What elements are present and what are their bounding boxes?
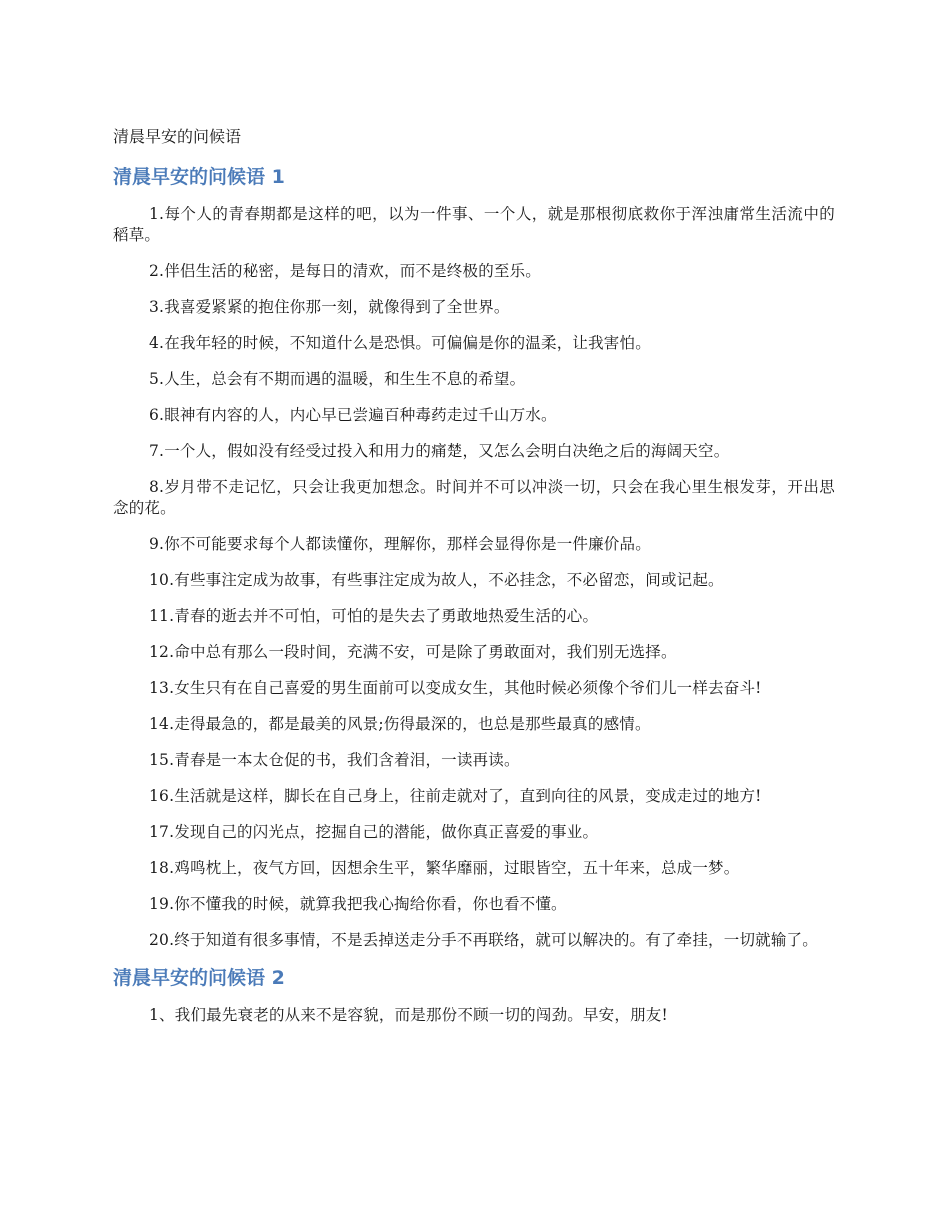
section-1 xyxy=(113,164,835,951)
paragraph: 17.发现自己的闪光点，挖掘自己的潜能，做你真正喜爱的事业。 xyxy=(149,823,599,841)
paragraph: 6.眼神有内容的人，内心早已尝遍百种毒药走过千山万水。 xyxy=(149,406,557,424)
paragraph: 1、我们最先衰老的从来不是容貌，而是那份不顾一切的闯劲。早安，朋友! xyxy=(149,1006,668,1024)
section-heading: 清晨早安的问候语 1 xyxy=(113,166,285,188)
paragraph: 2.伴侣生活的秘密，是每日的清欢，而不是终极的至乐。 xyxy=(149,262,541,280)
document-title: 清晨早安的问候语 xyxy=(113,127,242,146)
paragraph: 7.一个人，假如没有经受过投入和用力的痛楚，又怎么会明白决绝之后的海阔天空。 xyxy=(149,442,730,460)
document-page xyxy=(113,126,835,1026)
paragraph: 3.我喜爱紧紧的抱住你那一刻，就像得到了全世界。 xyxy=(149,298,510,316)
paragraph: 1.每个人的青春期都是这样的吧，以为一件事、一个人，就是那根彻底救你于浑浊庸常生活流中的稻草。 xyxy=(113,205,835,244)
paragraph: 11.青春的逝去并不可怕，可怕的是失去了勇敢地热爱生活的心。 xyxy=(149,607,599,625)
paragraph: 9.你不可能要求每个人都读懂你，理解你，那样会显得你是一件廉价品。 xyxy=(149,535,651,553)
paragraph: 4.在我年轻的时候，不知道什么是恐惧。可偏偏是你的温柔，让我害怕。 xyxy=(149,334,651,352)
paragraph: 15.青春是一本太仓促的书，我们含着泪，一读再读。 xyxy=(149,751,520,769)
paragraph: 8.岁月带不走记忆，只会让我更加想念。时间并不可以冲淡一切，只会在我心里生根发芽，开出思念的花。 xyxy=(113,478,835,517)
paragraph: 14.走得最急的，都是最美的风景;伤得最深的，也总是那些最真的感情。 xyxy=(149,715,651,733)
paragraph: 5.人生，总会有不期而遇的温暖，和生生不息的希望。 xyxy=(149,370,526,388)
section-heading: 清晨早安的问候语 2 xyxy=(113,967,285,989)
section-2 xyxy=(113,965,835,1026)
paragraph: 16.生活就是这样，脚长在自己身上，往前走就对了，直到向往的风景，变成走过的地方! xyxy=(149,787,762,805)
paragraph: 10.有些事注定成为故事，有些事注定成为故人，不必挂念，不必留恋，间或记起。 xyxy=(149,571,724,589)
paragraph: 12.命中总有那么一段时间，充满不安，可是除了勇敢面对，我们别无选择。 xyxy=(149,643,677,661)
paragraph: 18.鸡鸣枕上，夜气方回，因想余生平，繁华靡丽，过眼皆空，五十年来，总成一梦。 xyxy=(149,859,740,877)
paragraph: 19.你不懂我的时候，就算我把我心掏给你看，你也看不懂。 xyxy=(149,895,567,913)
paragraph: 20.终于知道有很多事情，不是丢掉送走分手不再联络，就可以解决的。有了牵挂，一切就输了。 xyxy=(149,931,818,949)
paragraph: 13.女生只有在自己喜爱的男生面前可以变成女生，其他时候必须像个爷们儿一样去奋斗! xyxy=(149,679,762,697)
